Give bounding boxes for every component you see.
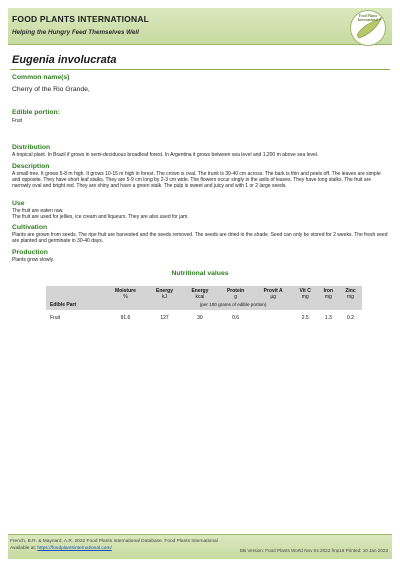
use-text-1: The fruit are eaten raw. bbox=[12, 208, 64, 214]
availability-line bbox=[10, 546, 112, 551]
table-row bbox=[46, 312, 362, 324]
cultivation-text: Plants are grown from seeds. The ripe fruit are harvested and the seeds removed. The seeds are dried in the shade. Seed can only be stored for 2 weeks. The fresh seed are planted and germinate in 30-40 days. bbox=[12, 232, 388, 245]
org-title: FOOD PLANTS INTERNATIONAL bbox=[12, 14, 150, 24]
col-provit-a: Provit A µg bbox=[254, 286, 293, 302]
description-heading: Description bbox=[12, 163, 50, 170]
logo bbox=[350, 10, 386, 46]
common-names-heading: Common name(s) bbox=[12, 74, 70, 81]
production-heading: Production bbox=[12, 249, 48, 256]
cell-provit-a bbox=[254, 312, 293, 324]
nutrition-table bbox=[46, 286, 362, 324]
available-label: Available at: bbox=[10, 546, 37, 551]
cell-iron: 1.3 bbox=[324, 315, 332, 321]
website-link[interactable]: https://foodplantsinternational.com/ bbox=[37, 546, 112, 551]
cell-protein: 0.6 bbox=[232, 315, 240, 321]
col-zinc: Zinc mg bbox=[339, 286, 362, 302]
nutrition-header-row bbox=[46, 286, 362, 302]
distribution-heading: Distribution bbox=[12, 144, 51, 151]
col-iron: Iron mg bbox=[318, 286, 339, 302]
cultivation-heading: Cultivation bbox=[12, 224, 48, 231]
cell-moisture: 91.6 bbox=[120, 315, 131, 321]
distribution-text: A tropical plant. In Brazil if grows in semi-deciduous broadleaf forest. In Argentina it grows between sea level and 1,200 m above sea level. bbox=[12, 152, 319, 158]
nutritional-values-title: Nutritional values bbox=[171, 270, 229, 277]
species-name: Eugenia involucrata bbox=[12, 54, 117, 66]
col-energy-kj: Energy kJ bbox=[147, 286, 182, 302]
col-moisture: Moisture % bbox=[104, 286, 147, 302]
tagline: Helping the Hungry Feed Themselves Well bbox=[12, 29, 139, 36]
col-vit-c: Vit C mg bbox=[293, 286, 318, 302]
col-protein: Protein g bbox=[218, 286, 254, 302]
row-part: Fruit bbox=[50, 315, 60, 321]
logo-text: Food Plants International bbox=[357, 14, 379, 22]
common-names-text: Cherry of the Rio Grande, bbox=[12, 86, 90, 93]
edible-portion-heading: Edible portion: bbox=[12, 109, 60, 116]
edible-part-header: Edible Part bbox=[46, 286, 104, 310]
per-100g-note: (per 100 grams of edible portion) bbox=[104, 302, 362, 310]
title-divider bbox=[10, 69, 390, 70]
col-energy-kcal: Energy kcal bbox=[182, 286, 217, 302]
cell-zinc: 0.2 bbox=[347, 315, 354, 321]
cell-energy-kcal: 30 bbox=[197, 315, 203, 321]
cell-vit-c: 2.5 bbox=[301, 315, 309, 321]
use-text-2: The fruit are used for jellies, ice cream and liqueurs. They are also used for jam. bbox=[12, 214, 189, 220]
description-text: A small tree. It grows 5-8 m high. It grows 10-15 m high in forest. The crown is oval. The trunk is 30-40 cm across. The bark is thin and peels off. The leaves are simple and opposite. They have short leaf stalks. They are 5-9 cm long by 2-3 cm wide. The flowers occur singly in the axils of leaves. They have long stalks. The fruit are narrowly oval and bright red. They are shiny and have a green stalk. The pulp is sweet and juicy and with 1 or 2 large seeds. bbox=[12, 171, 381, 190]
production-text: Plants grow slowly. bbox=[12, 257, 55, 263]
db-version: DB Version: Food Plants World Nov 04 2022 fmp16 Printed: 10 Jan 2023 bbox=[239, 548, 388, 553]
edible-portion-text: Fruit bbox=[12, 118, 22, 124]
citation: French, B.R. & Maynard, A.R. 2022 Food Plants International Database. Food Plants International bbox=[10, 539, 218, 544]
cell-energy-kj: 127 bbox=[160, 315, 169, 321]
use-heading: Use bbox=[12, 200, 25, 207]
